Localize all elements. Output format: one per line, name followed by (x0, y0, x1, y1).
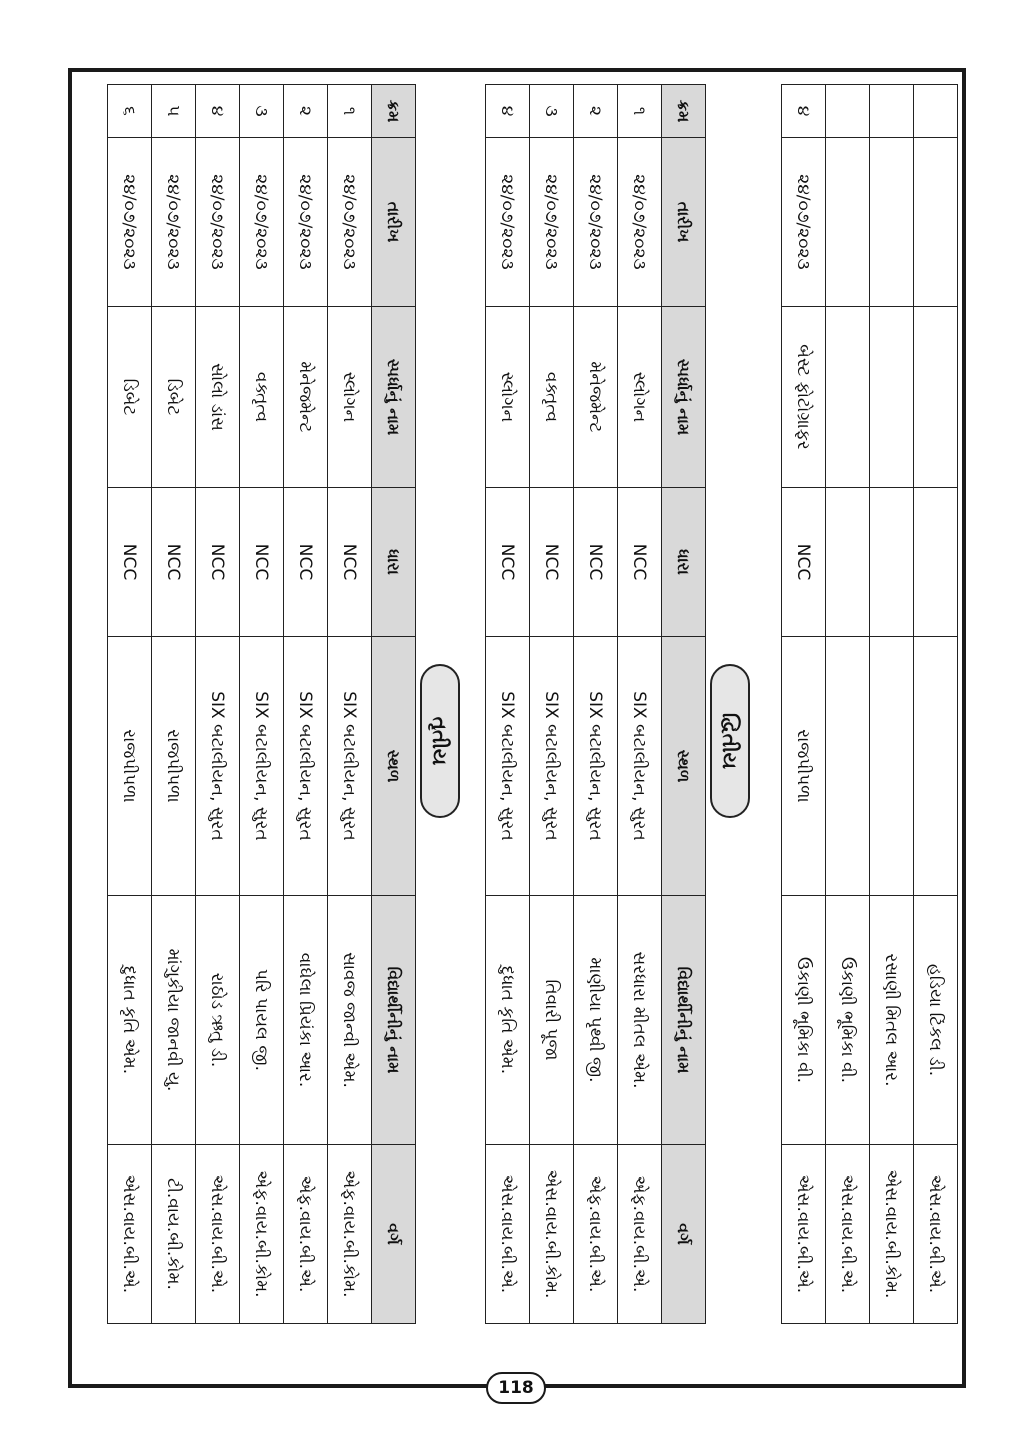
cell-naam: રસાણી મિતલ આર. (870, 896, 914, 1145)
cell-sthal: રાજપીપળા (108, 637, 152, 896)
table-row (196, 85, 240, 1324)
cell-dhara: NCC (196, 488, 240, 637)
cell-dhara: NCC (486, 488, 530, 637)
table-row (914, 85, 958, 1324)
table-row (574, 85, 618, 1324)
column-header: તારીખ (662, 138, 706, 307)
cell-kram: ૩ (530, 85, 574, 138)
table-row (328, 85, 372, 1324)
cell-sthal (870, 637, 914, 896)
cell-spardha: સ્લોગન (618, 307, 662, 488)
cell-sthal: SIX બટાલીયન, સુરત (574, 637, 618, 896)
trutiya-label: તૃતીય (420, 664, 460, 818)
column-header: વિદ્યાર્થીનીનું નામ (372, 896, 416, 1145)
cell-date (914, 138, 958, 307)
cell-kram: ૪ (486, 85, 530, 138)
column-header: તારીખ (372, 138, 416, 307)
cell-date: ૨૪/૦૭/૨૦૨૩ (108, 138, 152, 307)
column-header: ક્રમ (662, 85, 706, 138)
cell-kram: ૪ (782, 85, 826, 138)
cell-date: ૨૪/૦૭/૨૦૨૩ (618, 138, 662, 307)
cell-date: ૨૪/૦૭/૨૦૨૩ (530, 138, 574, 307)
table-row (530, 85, 574, 1324)
column-header: વર્ગ (662, 1145, 706, 1324)
cell-kram: ૫ (152, 85, 196, 138)
table-row (870, 85, 914, 1324)
dvitiya-table (485, 84, 706, 1324)
cell-varg: એફ.વાય.બી.એ. (618, 1145, 662, 1324)
rotated-content (88, 84, 968, 1360)
cell-date (826, 138, 870, 307)
column-header: સ્પર્ધાનું નામ (662, 307, 706, 488)
cell-sthal: SIX બટાલીયન, સુરત (328, 637, 372, 896)
cell-date: ૨૪/૦૭/૨૦૨૩ (240, 138, 284, 307)
cell-kram (870, 85, 914, 138)
cell-spardha: સ્લોગન (486, 307, 530, 488)
column-header: સ્થળ (662, 637, 706, 896)
cell-naam: તિવારી પૂજા (530, 896, 574, 1145)
cell-dhara: NCC (240, 488, 284, 637)
column-header: વર્ગ (372, 1145, 416, 1324)
cell-naam: દુધાત કૃતિ એમ. (486, 896, 530, 1145)
column-header: ધારા (372, 488, 416, 637)
cell-date: ૨૪/૦૭/૨૦૨૩ (196, 138, 240, 307)
cell-dhara: NCC (782, 488, 826, 637)
cell-dhara: NCC (328, 488, 372, 637)
column-header: સ્પર્ધાનું નામ (372, 307, 416, 488)
cell-naam: દુધાત કૃતિ એમ. (108, 896, 152, 1145)
cell-spardha: સ્લોગન (328, 307, 372, 488)
cell-dhara: NCC (618, 488, 662, 637)
cell-varg: એસ.વાય.બી.એ. (826, 1145, 870, 1324)
cell-date (870, 138, 914, 307)
cell-spardha: મેનેજમેન્ટ (284, 307, 328, 488)
cell-kram (826, 85, 870, 138)
cell-date: ૨૪/૦૭/૨૦૨૩ (486, 138, 530, 307)
cell-kram: ૨ (284, 85, 328, 138)
top-table (781, 84, 958, 1324)
cell-spardha: વક્તૃત્વ (530, 307, 574, 488)
cell-naam: હડિયા ટિંકલ ડી. (914, 896, 958, 1145)
cell-kram (914, 85, 958, 138)
cell-kram: ૩ (240, 85, 284, 138)
table-row (618, 85, 662, 1324)
column-header: સ્થળ (372, 637, 416, 896)
cell-varg: એસ.વાય.બી.એ. (486, 1145, 530, 1324)
cell-sthal: રાજપીપળા (782, 637, 826, 896)
cell-kram: ૬ (108, 85, 152, 138)
page-number: 118 (486, 1372, 546, 1404)
cell-dhara (870, 488, 914, 637)
cell-sthal: SIX બટાલીયન, સુરત (486, 637, 530, 896)
cell-dhara: NCC (284, 488, 328, 637)
cell-naam: સાવજ જાન્વી એમ. (328, 896, 372, 1145)
trutiya-table (107, 84, 416, 1324)
cell-kram: ૪ (196, 85, 240, 138)
cell-sthal: SIX બટાલીયન, સુરત (240, 637, 284, 896)
cell-varg: એફ.વાય.બી.કોમ. (328, 1145, 372, 1324)
cell-varg: એસ.વાય.બી.એ. (782, 1145, 826, 1324)
cell-varg: એસ.વાય.બી.કોમ. (870, 1145, 914, 1324)
cell-naam: વાઘેલા પ્રિયંકા આર. (284, 896, 328, 1145)
cell-spardha: ડિબેટ (152, 307, 196, 488)
cell-dhara: NCC (108, 488, 152, 637)
cell-sthal: રાજપીપળા (152, 637, 196, 896)
cell-date: ૨૪/૦૭/૨૦૨૩ (782, 138, 826, 307)
cell-varg: એસ.વાય.બી.એ. (914, 1145, 958, 1324)
cell-naam: ઉકાણી ભૂમિકા વી. (826, 896, 870, 1145)
cell-varg: એસ.વાય.બી.કોમ. (530, 1145, 574, 1324)
cell-dhara: NCC (574, 488, 618, 637)
table-row (108, 85, 152, 1324)
cell-varg: એફ.વાય.બી.કોમ. (240, 1145, 284, 1324)
cell-spardha: મેનેજમેન્ટ (574, 307, 618, 488)
cell-spardha: બેસ્ટ ફોટોગ્રાફર (782, 307, 826, 488)
cell-spardha: ડિબેટ (108, 307, 152, 488)
cell-kram: ૧ (328, 85, 372, 138)
table-row (240, 85, 284, 1324)
cell-spardha: વક્તૃત્વ (240, 307, 284, 488)
table-row (284, 85, 328, 1324)
cell-sthal (914, 637, 958, 896)
cell-naam: ઉકાણી ભૂમિકા વી. (782, 896, 826, 1145)
cell-kram: ૨ (574, 85, 618, 138)
cell-naam: માણીયા પૃથ્વી જી. (574, 896, 618, 1145)
cell-naam: માંગુકીયા જાનવી યુ. (152, 896, 196, 1145)
cell-dhara (914, 488, 958, 637)
cell-sthal: SIX બટાલીયન, સુરત (530, 637, 574, 896)
cell-date: ૨૪/૦૭/૨૦૨૩ (152, 138, 196, 307)
cell-spardha: સોલો ડાંસ (196, 307, 240, 488)
cell-sthal: SIX બટાલીયન, સુરત (196, 637, 240, 896)
table-row (486, 85, 530, 1324)
cell-naam: સરધારા મીતલ એમ. (618, 896, 662, 1145)
cell-varg: એફ.વાય.બી.એ. (284, 1145, 328, 1324)
cell-varg: એફ.વાય.બી.એ. (574, 1145, 618, 1324)
cell-spardha (914, 307, 958, 488)
cell-spardha (870, 307, 914, 488)
table-row (782, 85, 826, 1324)
cell-varg: એસ.વાય.બી.એ. (108, 1145, 152, 1324)
column-header: વિદ્યાર્થીનીનું નામ (662, 896, 706, 1145)
cell-kram: ૧ (618, 85, 662, 138)
column-header: ક્રમ (372, 85, 416, 138)
table-row (152, 85, 196, 1324)
table-row (826, 85, 870, 1324)
column-header: ધારા (662, 488, 706, 637)
cell-dhara: NCC (530, 488, 574, 637)
cell-varg: એસ.વાય.બી.એ. (196, 1145, 240, 1324)
cell-naam: પરિ પાયલ જી. (240, 896, 284, 1145)
cell-sthal: SIX બટાલીયન, સુરત (284, 637, 328, 896)
dvitiya-label: દ્વિતીય (710, 664, 750, 818)
cell-dhara (826, 488, 870, 637)
cell-naam: રાઠોડ ઋતુ ડી. (196, 896, 240, 1145)
cell-sthal: SIX બટાલીયન, સુરત (618, 637, 662, 896)
cell-date: ૨૪/૦૭/૨૦૨૩ (284, 138, 328, 307)
cell-date: ૨૪/૦૭/૨૦૨૩ (328, 138, 372, 307)
cell-sthal (826, 637, 870, 896)
cell-spardha (826, 307, 870, 488)
cell-dhara: NCC (152, 488, 196, 637)
cell-varg: ટી.વાય.બી.કોમ. (152, 1145, 196, 1324)
cell-date: ૨૪/૦૭/૨૦૨૩ (574, 138, 618, 307)
